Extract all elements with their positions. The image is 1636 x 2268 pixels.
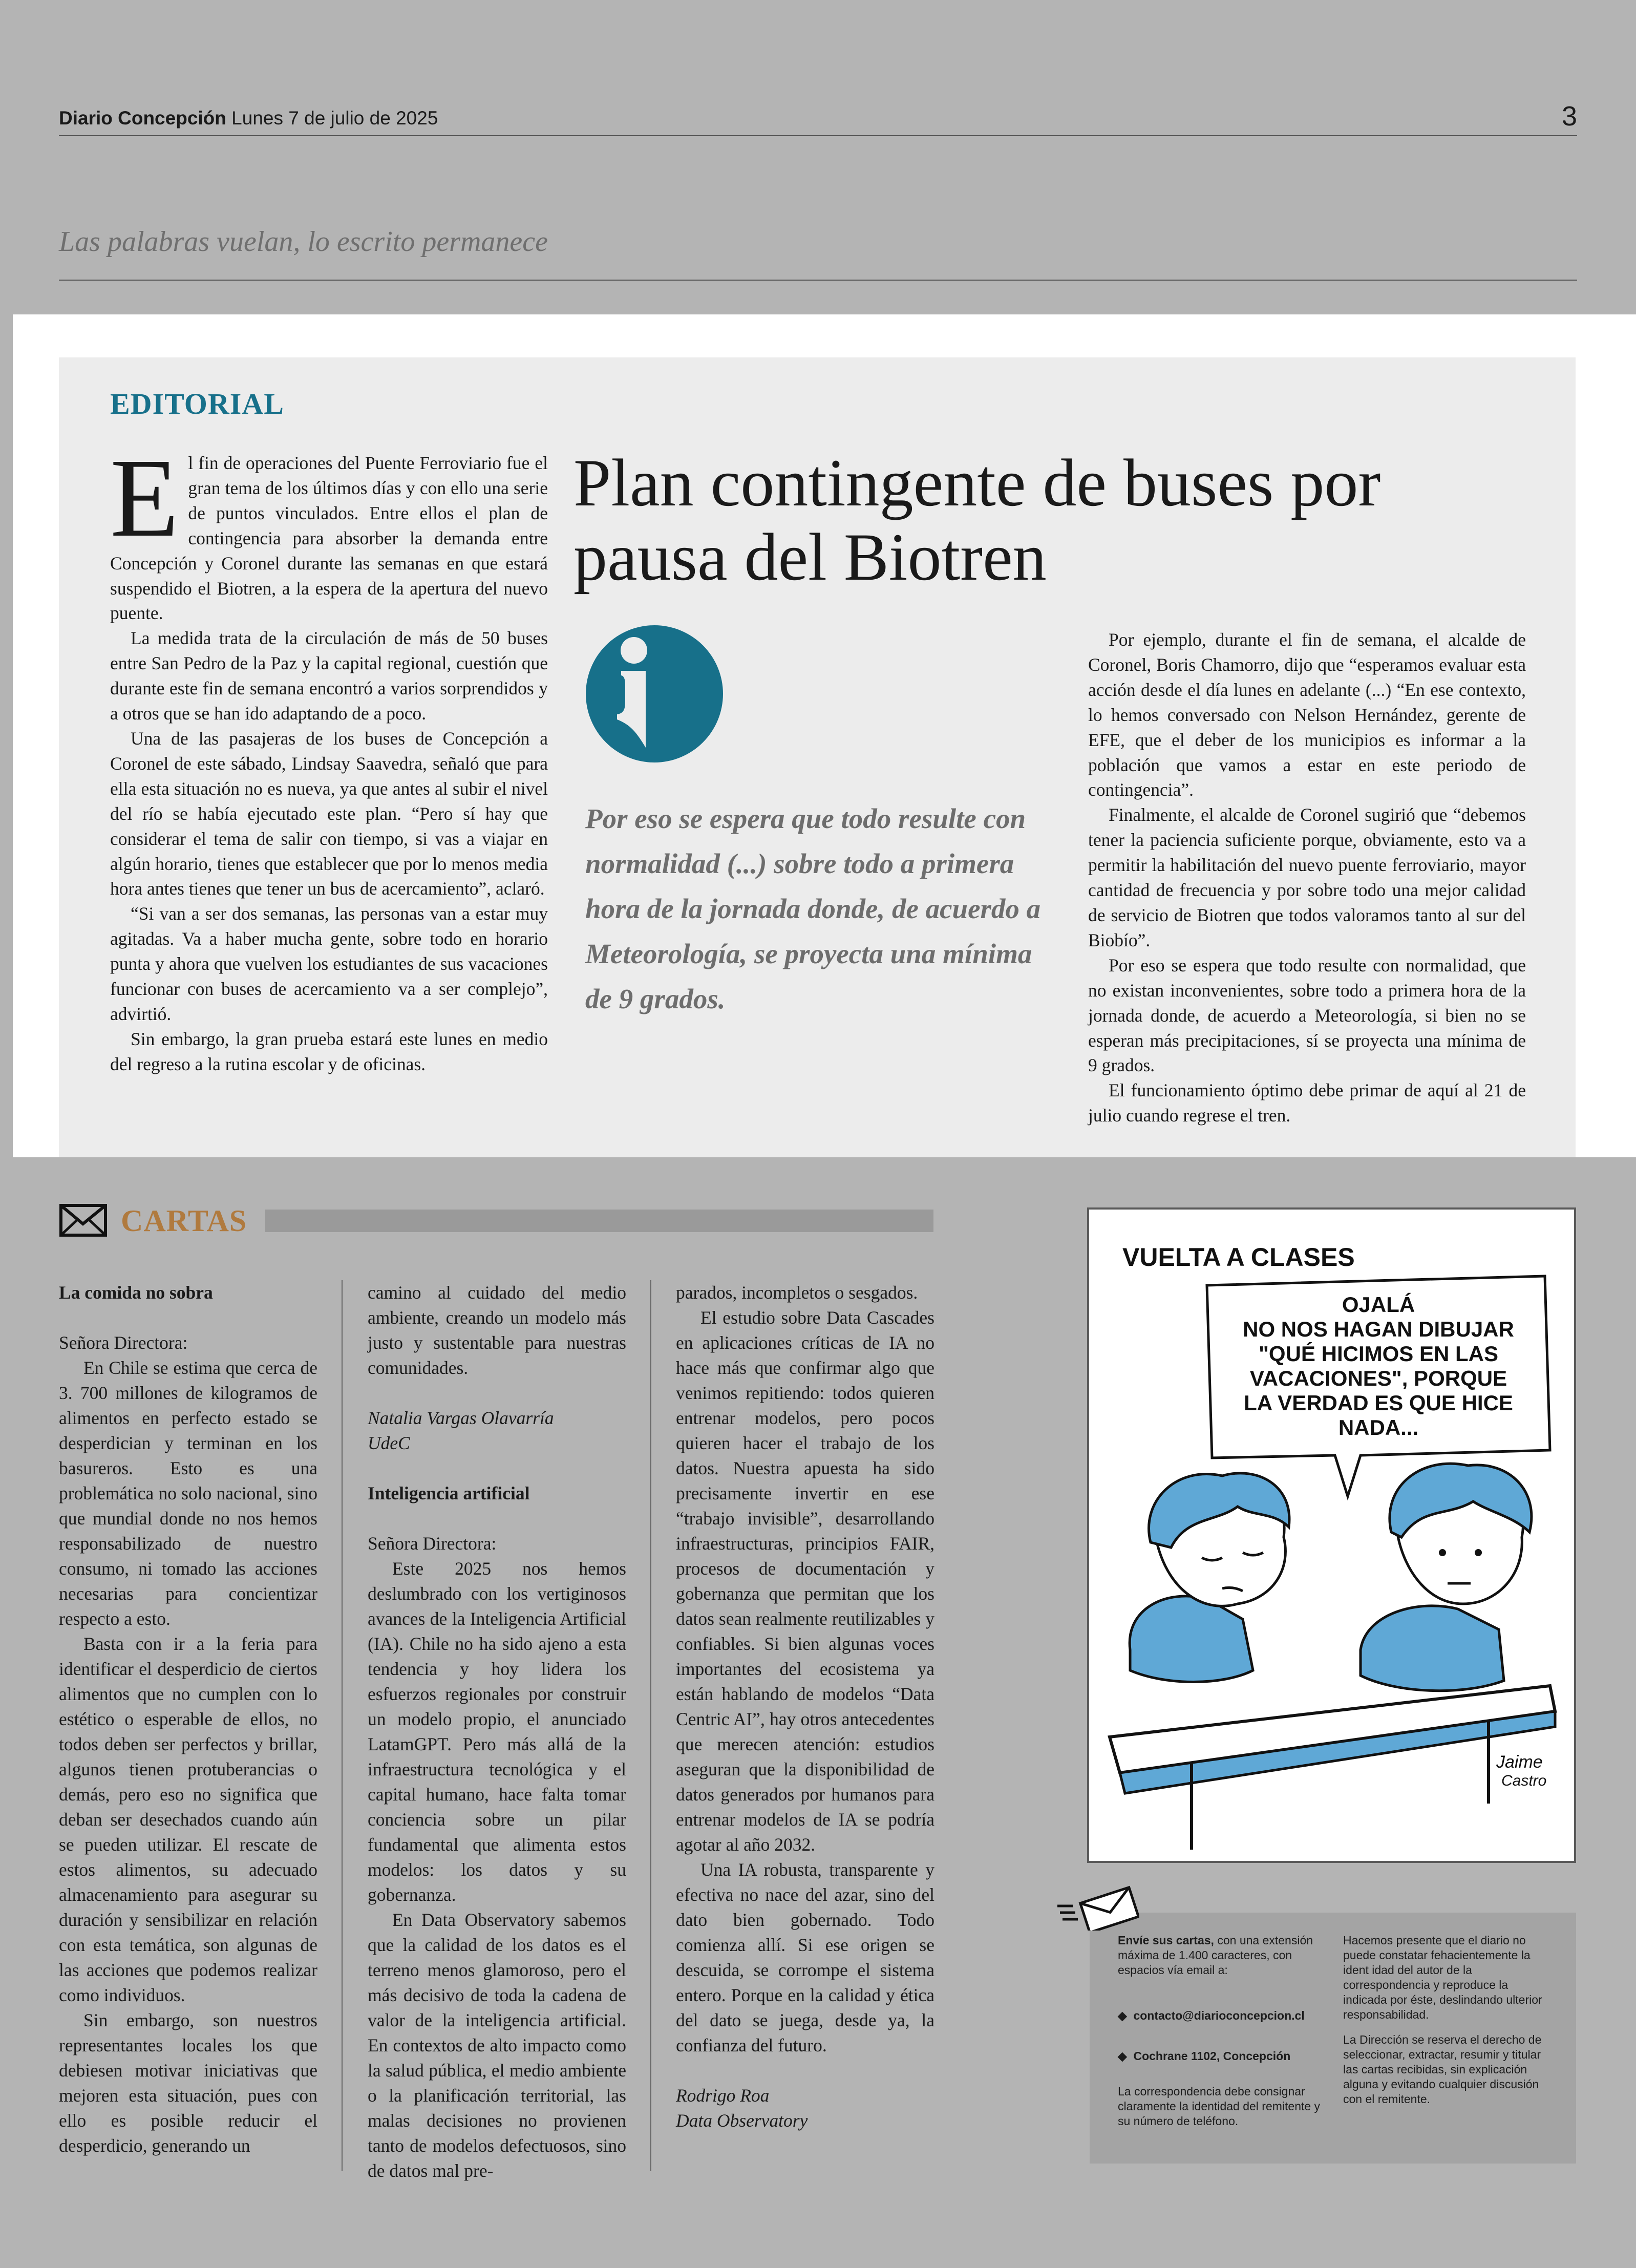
editorial-paragraph: Finalmente, el alcalde de Coronel sugirió que “debemos tener la paciencia suficiente porque, obviamente, esto va a permitir la habilitación del nuevo puente ferroviario, mayor cantidad de frecuencia y por sobre todo una mejor calidad de servicio de Biotren que todos valoramos tanto al sur del Biobío”. — [1088, 804, 1526, 950]
letter-title: La comida no sobra — [59, 1282, 213, 1303]
letters-column-3 — [676, 1280, 934, 2133]
editorial-paragraph: “Si van a ser dos semanas, las personas van a estar muy agitadas. Va a haber mucha gente, sobre todo en horario punta y ahora que vuelven los estudiantes de sus vacaciones funcionar con buses de acercamiento va a ser complejo”, advirtió. — [110, 903, 548, 1024]
editorial-column-3 — [1088, 627, 1526, 1128]
cartoonist-signature: Castro — [1501, 1772, 1547, 1789]
cartoon-illustration — [1089, 1210, 1574, 1861]
contact-disclaimer: La Dirección se reserva el derecho de seleccionar, extractar, resumir y titular las cartas recibidas, sin explicación alguna y evitando cualquier discusión con el remitente. — [1343, 2033, 1542, 2106]
cartoon-panel — [1087, 1207, 1576, 1863]
letter-signature-org: Data Observatory — [676, 2110, 808, 2131]
letters-column-2 — [368, 1280, 626, 2184]
right-kid-drawing — [1361, 1464, 1532, 1691]
paper-name: Diario Concepción — [59, 108, 226, 129]
send-letter-icon — [1057, 1884, 1139, 1931]
cartoonist-signature: Jaime — [1496, 1752, 1543, 1772]
contact-address: ◆ Cochrane 1102, Concepción — [1118, 2049, 1291, 2063]
editorial-section-label: EDITORIAL — [110, 387, 284, 420]
column-rule — [650, 1280, 651, 2171]
pull-quote: Por eso se espera que todo resulte con normalidad (...) sobre todo a primera hora de la jornada donde, de acuerdo a Meteorología, se proyecta una mínima de 9 grados. — [585, 803, 1041, 1014]
editorial-paragraph: Una de las pasajeras de los buses de Concepción a Coronel de este sábado, Lindsay Saavedra, señaló que para ella esta situación no es nueva, ya que antes al subir el nivel del río se había ejecutado este plan. “Pero sí hay que considerar el tema de salir con tiempo, si vas a viajar en algún horario, tienes que establecer que por lo menos media hora antes tienes que tener un bus de acercamiento”, aclaró. — [110, 728, 548, 899]
letter-title: Inteligencia artificial — [368, 1483, 530, 1503]
tagline: Las palabras vuelan, lo escrito permanece — [59, 226, 548, 258]
speech-line: VACACIONES", PORQUE — [1249, 1366, 1507, 1390]
cartoon-title: VUELTA A CLASES — [1122, 1243, 1355, 1271]
contact-note: La correspondencia debe consignar claramente la identidad del remitente y su número de teléfono. — [1118, 2085, 1321, 2128]
speech-line: OJALÁ — [1342, 1292, 1415, 1317]
issue-date: Lunes 7 de julio de 2025 — [231, 108, 438, 129]
speech-line: "QUÉ HICIMOS EN LAS — [1259, 1342, 1498, 1366]
column-rule — [342, 1280, 343, 2171]
header-rule — [59, 135, 1577, 136]
left-kid-drawing — [1130, 1473, 1289, 1682]
editorial-column-1 — [110, 435, 548, 1077]
info-icon — [585, 622, 724, 766]
letter-salutation: Señora Directora: — [368, 1533, 497, 1554]
cartas-header-bar — [265, 1210, 933, 1232]
letter-signature-name: Natalia Vargas Olavarría — [368, 1408, 554, 1428]
contact-left-column — [1118, 1933, 1328, 2129]
page-number: 3 — [1562, 101, 1578, 132]
speech-line: NADA... — [1338, 1415, 1419, 1439]
letter-paragraph: Una IA robusta, transparente y efectiva no nace del azar, sino del dato bien gobernado. Todo comienza allí. Si ese origen se descuida, se corrompe el sistema entero. Porque en la calidad y ética del dato se juega, desde ya, la confianza del futuro. — [676, 1859, 934, 2055]
letter-paragraph: En Chile se estima que cerca de 3. 700 millones de kilogramos de alimentos en perfecto estado se desperdician y terminan en los basureros. Esto es una problemática no solo nacional, sino que mundial donde no nos hemos responsabilizado de nuestro consumo, ni tomado las acciones necesarias para concientizar respecto a esto. — [59, 1358, 317, 1629]
letter-signature-name: Rodrigo Roa — [676, 2085, 770, 2106]
editorial-paragraph: La medida trata de la circulación de más de 50 buses entre San Pedro de la Paz y la capital regional, cuestión que durante este fin de semana encontró a varios sorprendidos y a otros que se han ido adaptando de a poco. — [110, 628, 548, 724]
cartas-section-label: CARTAS — [121, 1204, 247, 1238]
letter-paragraph: camino al cuidado del medio ambiente, creando un modelo más justo y sustentable para nuestras comunidades. — [368, 1282, 626, 1378]
editorial-paragraph: El fin de operaciones del Puente Ferroviario fue el gran tema de los últimos días y con ello una serie de puntos vinculados. Entre ellos el plan de contingencia para absorber la demanda entre Concepción y Coronel durante las semanas en que estará suspendido el Biotren, a la espera de la apertura del nuevo puente. — [110, 435, 548, 624]
contact-intro: Envíe sus cartas, con una extensión máxima de 1.400 caracteres, con espacios vía email a: — [1118, 1934, 1313, 1977]
editorial-paragraph: Por ejemplo, durante el fin de semana, el alcalde de Coronel, Boris Chamorro, dijo que “esperamos evaluar esta acción desde el día lunes en adelante (...) “En ese contexto, lo hemos conversado con Nelson Hernández, gerente de EFE, que el deber de los municipios es informar a la población que vamos a estar en este periodo de contingencia”. — [1088, 629, 1526, 800]
masthead — [59, 108, 438, 129]
letter-paragraph: Sin embargo, son nuestros representantes locales los que debiesen motivar iniciativas que mejoren esta situación, pues con ello es posible reducir el desperdicio, generando un — [59, 2010, 317, 2156]
letter-paragraph: En Data Observatory sabemos que la calidad de los datos es el terreno menos glamoroso, pero el más decisivo de toda la cadena de valor de la inteligencia artificial. En contextos de alto impacto como la salud pública, el medio ambiente o la planificación territorial, las malas decisiones no provienen tanto de modelos defectuosos, sino de datos mal pre- — [368, 1910, 626, 2181]
letters-column-1 — [59, 1280, 317, 2158]
speech-line: LA VERDAD ES QUE HICE — [1244, 1391, 1513, 1415]
drop-cap: E — [110, 435, 179, 560]
editorial-paragraph: Por eso se espera que todo resulte con normalidad, que no existan inconvenientes, sobre todo a primera hora de la jornada donde, de acuerdo a Meteorología, si bien no se esperan más precipitaciones, sí se proyecta una mínima de 9 grados. — [1088, 955, 1526, 1076]
letter-paragraph: El estudio sobre Data Cascades en aplicaciones críticas de IA no hace más que confirmar algo que venimos repitiendo: todos quieren entrenar modelos, pero pocos quieren hacer el trabajo de los datos. Nuestra apuesta ha sido precisamente invertir en ese “trabajo invisible”, desarrollando infraestructuras, principios FAIR, procesos de documentación y gobernanza que permitan que los datos sean realmente reutilizables y confiables. Si bien algunas voces importantes del ecosistema ya están hablando de modelos “Data Centric AI”, hay otros antecedentes que merecen atención: estudios aseguran que la disponibilidad de datos generados por humanos para entrenar modelos de IA se podría agotar al año 2032. — [676, 1307, 934, 1855]
editorial-headline: Plan contingente de buses por pausa del Biotren — [573, 445, 1381, 595]
tagline-rule — [59, 280, 1577, 281]
contact-disclaimer: Hacemos presente que el diario no puede constatar fehacientemente la ident idad del autor de la correspondencia y reproduce la indicada por éste, deslindando ulterior responsabilidad. — [1343, 1934, 1542, 2021]
letter-paragraph: parados, incompletos o sesgados. — [676, 1282, 918, 1303]
envelope-icon — [59, 1202, 108, 1238]
contact-right-column — [1343, 1933, 1553, 2107]
editorial-paragraph: Sin embargo, la gran prueba estará este lunes en medio del regreso a la rutina escolar y de oficinas. — [110, 1028, 548, 1074]
letter-paragraph: Basta con ir a la feria para identificar el desperdicio de ciertos alimentos que no cumplen con lo estético o esperable de ellos, no todos deben ser perfectos y brillar, algunos tienen protuberancias o demás, pero eso no significa que deban ser desechados cuando aún se pueden utilizar. El rescate de estos alimentos, su adecuado almacenamiento para asegurar su duración y sensibilizar en relación con esta temática, son algunas de las acciones que podemos realizar como individuos. — [59, 1634, 317, 2005]
speech-line: NO NOS HAGAN DIBUJAR — [1243, 1317, 1514, 1341]
letter-signature-org: UdeC — [368, 1433, 410, 1453]
contact-email[interactable]: ◆ contacto@diarioconcepcion.cl — [1118, 2009, 1305, 2022]
letter-paragraph: Este 2025 nos hemos deslumbrado con los vertiginosos avances de la Inteligencia Artificial (IA). Chile no ha sido ajeno a esta tendencia y hoy lidera los esfuerzos regionales por construir un modelo propio, el anunciado LatamGPT. Pero más allá de la infraestructura tecnológica y el capital humano, hace falta tomar conciencia sobre un pilar fundamental que alimenta estos modelos: los datos y su gobernanza. — [368, 1558, 626, 1905]
letter-salutation: Señora Directora: — [59, 1332, 188, 1353]
editorial-paragraph: El funcionamiento óptimo debe primar de aquí al 21 de julio cuando regrese el tren. — [1088, 1080, 1526, 1126]
